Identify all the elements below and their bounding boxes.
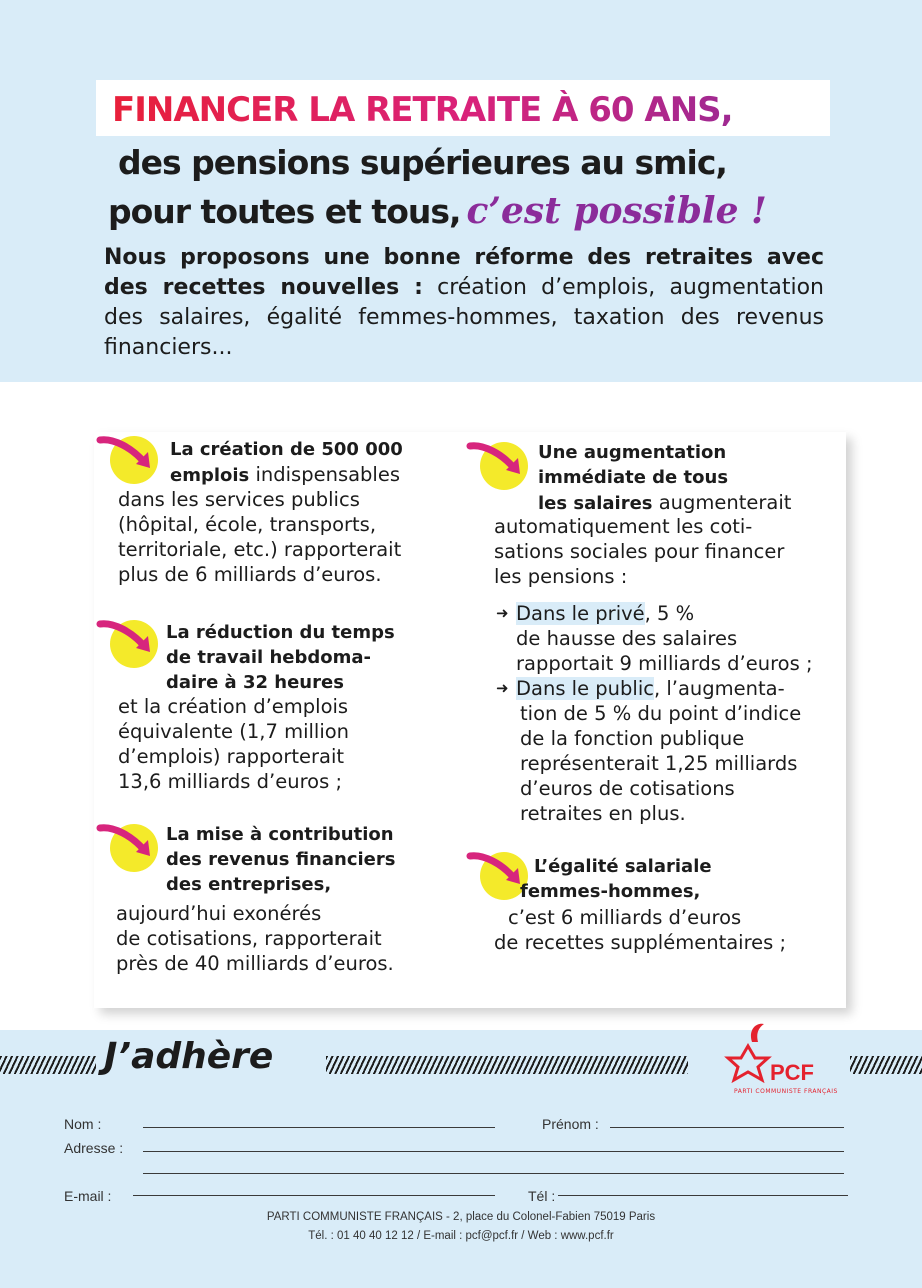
decorative-hatch: [326, 1056, 688, 1074]
sub-body-line: de hausse des salaires: [516, 627, 738, 650]
item-lead: immédiate de tous: [538, 467, 729, 488]
adresse-field-line-2[interactable]: [143, 1173, 844, 1174]
item-body-line: automatiquement les coti-: [494, 515, 753, 538]
contact-line: Tél. : 01 40 40 12 12 / E-mail : pcf@pcf.fr / Web : www.pcf.fr: [308, 1230, 614, 1242]
arrow-bullet-icon: [96, 616, 152, 672]
subtitle-line-1: des pensions supérieures au smic,: [118, 143, 727, 182]
form-heading: J’adhère: [104, 1036, 274, 1077]
item-body-line: dans les services publics: [118, 488, 360, 511]
item-lead: des revenus financiers: [166, 849, 396, 870]
item-lead: des entreprises,: [166, 874, 332, 895]
pcf-star-logo: [722, 1018, 832, 1098]
decorative-hatch: [0, 1056, 96, 1074]
adresse-label: Adresse :: [64, 1140, 124, 1156]
prenom-field[interactable]: [610, 1127, 844, 1128]
tel-field[interactable]: [558, 1195, 848, 1196]
item-body-line: sations sociales pour financer: [494, 540, 785, 563]
sub-body-line: de la fonction publique: [520, 727, 745, 750]
prenom-label: Prénom :: [542, 1116, 599, 1132]
pcf-logo-subtitle: PARTI COMMUNISTE FRANÇAIS: [734, 1088, 838, 1095]
email-field[interactable]: [133, 1195, 495, 1196]
sub-body-line: représenterait 1,25 milliards: [520, 752, 798, 775]
sub-body-line: rapportait 9 milliards d’euros ;: [516, 652, 813, 675]
email-label: E-mail :: [64, 1188, 112, 1204]
sub-body-line: d’euros de cotisations: [520, 777, 735, 800]
sub-prive-highlight: Dans le privé: [516, 602, 645, 625]
nom-field[interactable]: [143, 1127, 495, 1128]
item-body-line: de cotisations, rapporterait: [116, 927, 382, 950]
item-body-line: équivalente (1,7 million: [118, 720, 350, 743]
item-body-line: c’est 6 milliards d’euros: [508, 906, 742, 929]
item-lead: La création de 500 000: [170, 439, 403, 460]
item-lead: femmes-hommes,: [520, 881, 701, 902]
item-lead: La mise à contribution: [166, 824, 394, 845]
adresse-field[interactable]: [143, 1151, 844, 1152]
item-body-line: et la création d’emplois: [118, 695, 349, 718]
arrow-bullet-icon: [466, 848, 522, 904]
address-line: PARTI COMMUNISTE FRANÇAIS - 2, place du Colonel-Fabien 75019 Paris: [266, 1211, 656, 1223]
item-lead: de travail hebdoma-: [166, 647, 372, 668]
item-body-line: (hôpital, école, transports,: [118, 513, 377, 536]
triangle-arrow-icon: ➜: [496, 679, 509, 697]
intro-paragraph: [104, 243, 824, 363]
item-body-line: aujourd’hui exonérés: [116, 902, 322, 925]
intro-rest: création d’emplois, augmentation des salaires, égalité femmes-hommes, taxation des revenus financiers...: [104, 275, 824, 360]
item-body-line: de recettes supplémentaires ;: [494, 931, 787, 954]
arrow-bullet-icon: [96, 820, 152, 876]
item-body-line: près de 40 milliards d’euros.: [116, 952, 394, 975]
item-lead: daire à 32 heures: [166, 672, 344, 693]
item-body-line: plus de 6 milliards d’euros.: [118, 563, 382, 586]
sub-public-highlight: Dans le public: [516, 677, 654, 700]
tel-label: Tél :: [528, 1188, 556, 1204]
sub-prive-rest: , 5 %: [644, 602, 695, 625]
item-lead: L’égalité salariale: [534, 856, 712, 877]
sub-body-line: retraites en plus.: [520, 802, 686, 825]
arrow-bullet-icon: [466, 438, 522, 494]
item-inline-rest: indispensables: [249, 463, 401, 486]
nom-label: Nom :: [64, 1116, 102, 1132]
main-title: FINANCER LA RETRAITE À 60 ANS,: [112, 90, 824, 130]
decorative-hatch: [850, 1056, 922, 1074]
item-inline-rest: augmenterait: [652, 491, 792, 514]
item-body-line: les pensions :: [494, 565, 628, 588]
pcf-logo-text: PCF: [770, 1060, 814, 1085]
item-body-line: territoriale, etc.) rapporterait: [118, 538, 402, 561]
item-body-line: 13,6 milliards d’euros ;: [118, 770, 343, 793]
item-lead-inline: emplois: [170, 465, 250, 486]
subtitle-line-2: [108, 190, 767, 232]
sub-body-line: tion de 5 % du point d’indice: [520, 702, 802, 725]
intro-bold: Nous proposons une bonne réforme des retraites avec des recettes nouvelles :: [104, 245, 824, 300]
sub-public-rest: , l’augmenta-: [653, 677, 785, 700]
item-lead: Une augmentation: [538, 442, 727, 463]
triangle-arrow-icon: ➜: [496, 604, 509, 622]
item-body-line: d’emplois) rapporterait: [118, 745, 345, 768]
arrow-bullet-icon: [96, 432, 152, 488]
item-lead-inline: les salaires: [538, 493, 653, 514]
subtitle-text: pour toutes et tous,: [108, 192, 461, 231]
script-tagline: c’est possible !: [466, 190, 767, 232]
item-lead: La réduction du temps: [166, 622, 395, 643]
